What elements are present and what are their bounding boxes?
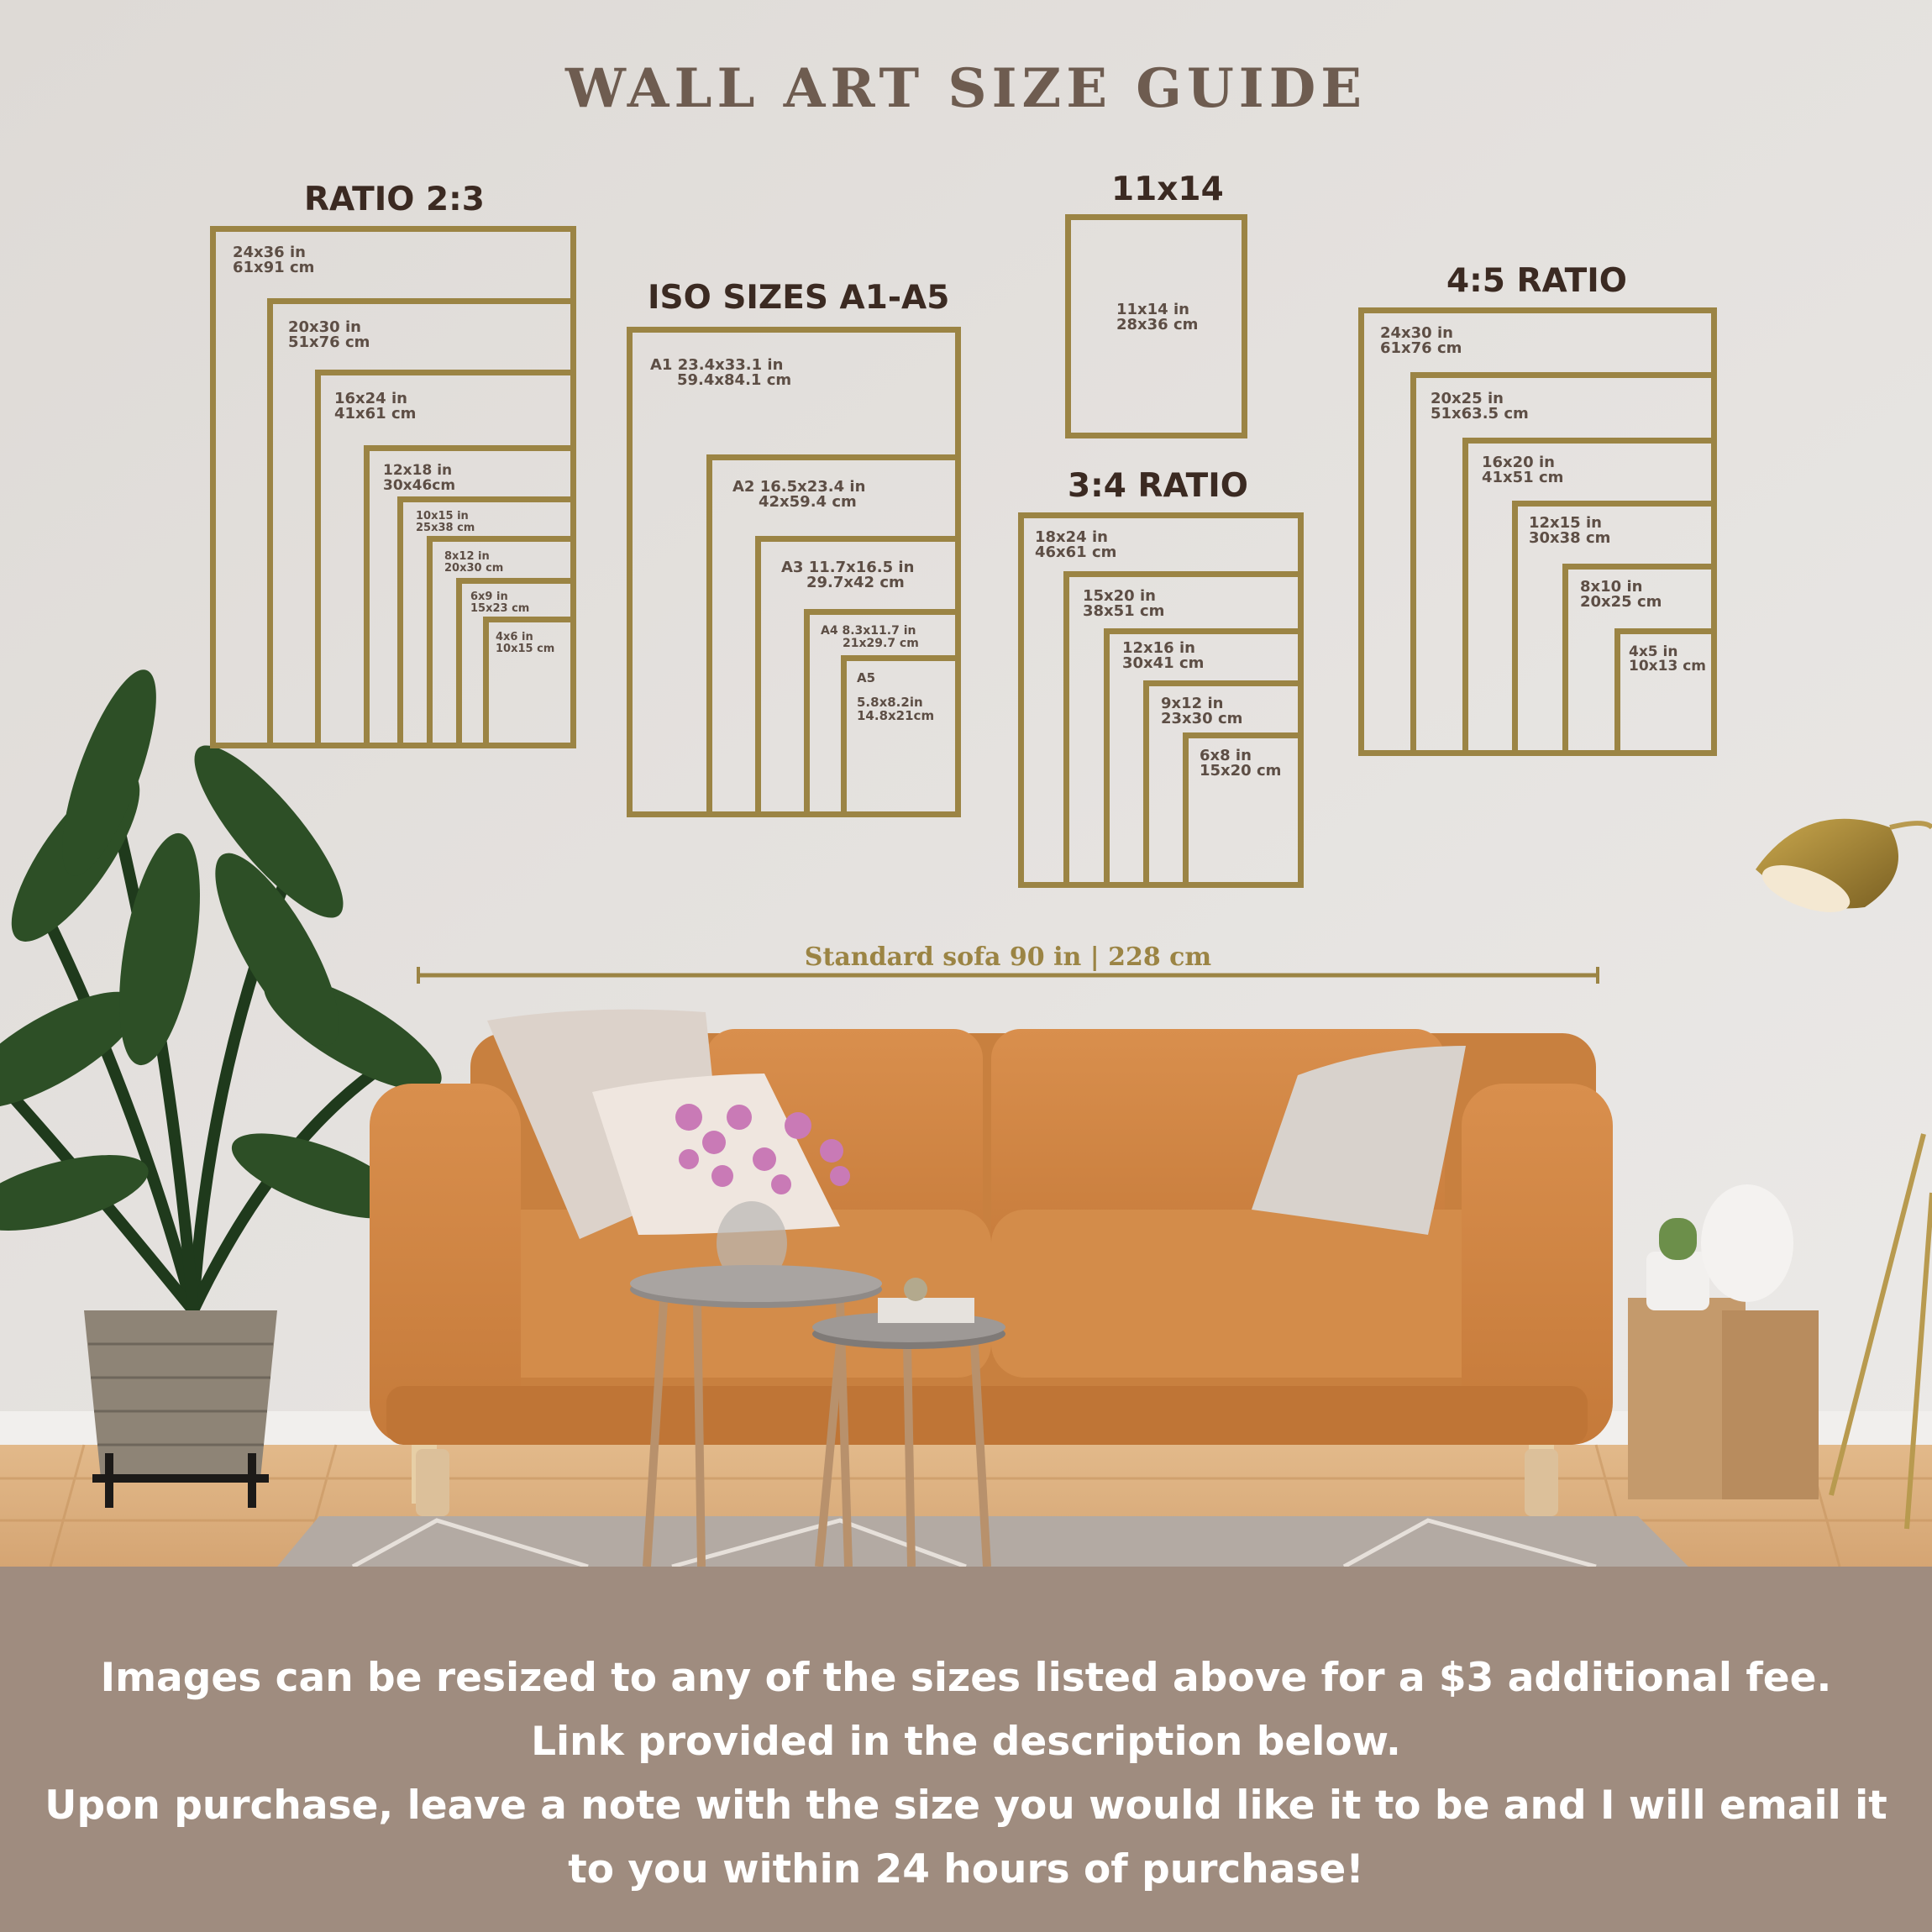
size-label-cm: 29.7x42 cm (806, 574, 905, 591)
size-label-in: A1 23.4x33.1 in (650, 356, 784, 374)
size-label-cm: 10x13 cm (1629, 658, 1706, 675)
size-label-name: A5 (857, 670, 876, 685)
size-label-in: 6x8 in (1200, 747, 1252, 764)
size-label-cm: 28x36 cm (1116, 316, 1199, 333)
size-label-in: A3 11.7x16.5 in (781, 559, 915, 576)
size-label-cm: 51x63.5 cm (1431, 405, 1529, 423)
size-label-cm: 30x38 cm (1529, 529, 1611, 547)
size-label-cm: 59.4x84.1 cm (677, 371, 792, 389)
size-label-cm: 21x29.7 cm (843, 637, 919, 650)
size-label-in: 20x30 in (288, 318, 361, 336)
banner-line-3: Upon purchase, leave a note with the size you would like it to be and I will email it (45, 1782, 1887, 1829)
group-title-ratio-4-5: 4:5 RATIO (1446, 262, 1627, 300)
size-label-in: 11x14 in (1116, 301, 1189, 318)
size-label-cm: 46x61 cm (1035, 543, 1117, 561)
size-label-cm: 51x76 cm (288, 333, 370, 351)
group-title-11x14: 11x14 (1111, 171, 1224, 208)
size-label-cm: 20x25 cm (1580, 593, 1662, 611)
size-label-in: 5.8x8.2in (857, 695, 923, 710)
page-title: WALL ART SIZE GUIDE (565, 57, 1367, 120)
size-label-in: 12x18 in (383, 462, 453, 479)
size-label-in: A2 16.5x23.4 in (732, 478, 866, 496)
size-label-cm: 61x91 cm (233, 259, 315, 276)
size-label-cm: 10x15 cm (496, 643, 555, 655)
group-title-ratio-2-3: RATIO 2:3 (304, 181, 485, 218)
size-label-in: A4 8.3x11.7 in (821, 624, 916, 638)
size-label-in: 9x12 in (1161, 695, 1224, 712)
banner-line-2: Link provided in the description below. (531, 1719, 1401, 1765)
info-banner (0, 1567, 1932, 1932)
size-label-cm: 25x38 cm (416, 522, 475, 534)
size-label-in: 8x12 in (444, 550, 490, 563)
sofa-width-label: Standard sofa 90 in | 228 cm (804, 942, 1212, 972)
size-label-in: 12x16 in (1122, 639, 1195, 657)
size-label-in: 18x24 in (1035, 528, 1108, 546)
size-label-cm: 61x76 cm (1380, 339, 1462, 357)
size-label-in: 16x24 in (334, 390, 407, 407)
size-label-cm: 20x30 cm (444, 562, 504, 575)
size-label-cm: 23x30 cm (1161, 710, 1243, 727)
size-label-cm: 15x23 cm (470, 602, 530, 615)
size-label-in: 4x5 in (1629, 643, 1678, 660)
size-label-in: 10x15 in (416, 510, 469, 522)
group-title-iso: ISO SIZES A1-A5 (648, 279, 950, 317)
size-label-in: 24x36 in (233, 244, 306, 261)
size-label-in: 20x25 in (1431, 390, 1504, 407)
size-label-cm: 30x46cm (383, 477, 456, 494)
banner-line-4: to you within 24 hours of purchase! (568, 1846, 1364, 1893)
size-label-in: 12x15 in (1529, 514, 1602, 532)
size-label-cm: 42x59.4 cm (759, 493, 857, 511)
size-label-cm: 41x51 cm (1482, 469, 1564, 486)
group-title-ratio-3-4: 3:4 RATIO (1068, 467, 1248, 505)
size-label-in: 15x20 in (1083, 587, 1156, 605)
size-label-cm: 15x20 cm (1200, 762, 1282, 780)
size-label-cm: 30x41 cm (1122, 654, 1205, 672)
size-label-cm: 41x61 cm (334, 405, 417, 423)
size-label-cm: 38x51 cm (1083, 602, 1165, 620)
size-label-in: 24x30 in (1380, 324, 1453, 342)
size-label-in: 16x20 in (1482, 454, 1555, 471)
size-label-cm: 14.8x21cm (857, 708, 935, 723)
size-label-in: 4x6 in (496, 631, 533, 643)
size-label-in: 6x9 in (470, 591, 508, 603)
size-label-in: 8x10 in (1580, 578, 1643, 596)
banner-line-1: Images can be resized to any of the sizes listed above for a $3 additional fee. (100, 1655, 1832, 1701)
